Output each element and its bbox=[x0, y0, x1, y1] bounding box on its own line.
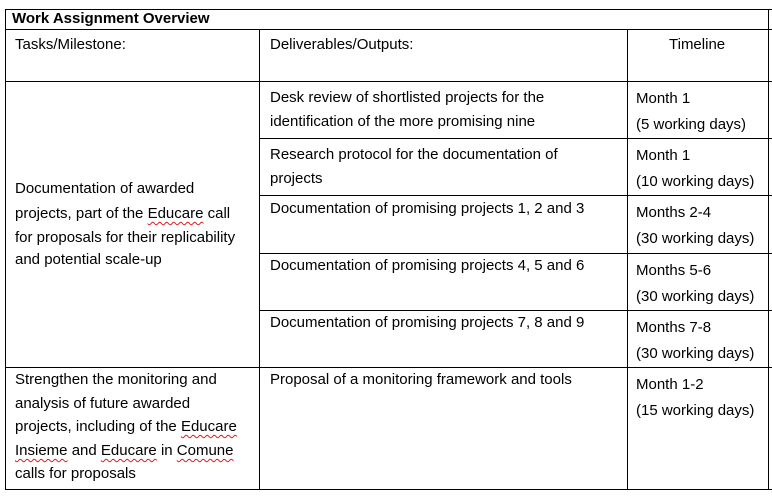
timeline-2-line1: Month 1 bbox=[636, 147, 691, 164]
deliverable-2-line1: Research protocol for the documentation of bbox=[270, 146, 558, 163]
deliverable-3-line1: Documentation of promising projects 1, 2 and 3 bbox=[270, 200, 585, 217]
task1-line2 bbox=[15, 202, 230, 227]
border-row-2 bbox=[259, 195, 772, 196]
task2-program-name-2: Insieme bbox=[15, 442, 68, 459]
task2-line5: calls for proposals bbox=[15, 465, 136, 482]
task2-line4 bbox=[15, 439, 234, 464]
deliverable-1-line2: identification of the more promising nine bbox=[270, 113, 536, 130]
border-col-1 bbox=[259, 29, 260, 490]
table-title: Work Assignment Overview bbox=[12, 10, 210, 27]
task2-line1: Strengthen the monitoring and bbox=[15, 371, 217, 388]
task1-line4: and potential scale-up bbox=[15, 251, 162, 268]
task2-program-name-4: Comune bbox=[176, 442, 234, 459]
border-bottom bbox=[5, 489, 772, 490]
deliverable-5-line1: Documentation of promising projects 7, 8 and 9 bbox=[270, 314, 585, 331]
deliverable-2-line2: projects bbox=[270, 170, 323, 187]
task1-program-name: Educare bbox=[147, 205, 204, 222]
timeline-1-line1: Month 1 bbox=[636, 90, 691, 107]
task2-line3-text: projects, including of the bbox=[15, 418, 181, 435]
task1-line2-end: call bbox=[203, 205, 231, 222]
header-tasks: Tasks/Milestone: bbox=[15, 36, 126, 53]
border-col-2 bbox=[627, 29, 628, 490]
task2-line2: analysis of future awarded bbox=[15, 395, 191, 412]
task1-line3: for proposals for their replicability bbox=[15, 229, 236, 246]
timeline-2-line2: (10 working days) bbox=[636, 173, 755, 190]
timeline-4-line2: (30 working days) bbox=[636, 288, 755, 305]
deliverable-4-line1: Documentation of promising projects 4, 5 and 6 bbox=[270, 257, 585, 274]
timeline-6-line1: Month 1-2 bbox=[636, 376, 704, 393]
timeline-1-line2: (5 working days) bbox=[636, 116, 747, 133]
timeline-3-line2: (30 working days) bbox=[636, 230, 755, 247]
task1-line1: Documentation of awarded bbox=[15, 180, 195, 197]
deliverable-1-line1: Desk review of shortlisted projects for the bbox=[270, 89, 545, 106]
task1-line2-text: projects, part of the bbox=[15, 205, 148, 222]
timeline-6-line2: (15 working days) bbox=[636, 402, 755, 419]
timeline-5-line2: (30 working days) bbox=[636, 345, 755, 362]
timeline-3-line1: Months 2-4 bbox=[636, 204, 712, 221]
timeline-4-line1: Months 5-6 bbox=[636, 262, 712, 279]
deliverable-6-line1: Proposal of a monitoring framework and tools bbox=[270, 371, 572, 388]
border-row-1 bbox=[259, 138, 772, 139]
task2-line4-and: and bbox=[67, 442, 101, 459]
border-under-header bbox=[5, 81, 772, 82]
border-right bbox=[768, 9, 769, 490]
header-deliverables: Deliverables/Outputs: bbox=[270, 36, 414, 53]
border-under-title bbox=[5, 29, 772, 30]
task2-program-name-1: Educare bbox=[180, 418, 237, 435]
border-left bbox=[5, 9, 6, 490]
timeline-5-line1: Months 7-8 bbox=[636, 319, 712, 336]
header-timeline: Timeline bbox=[669, 36, 726, 53]
task2-line3 bbox=[15, 415, 237, 440]
task2-program-name-3: Educare bbox=[100, 442, 157, 459]
task2-line4-in: in bbox=[156, 442, 177, 459]
